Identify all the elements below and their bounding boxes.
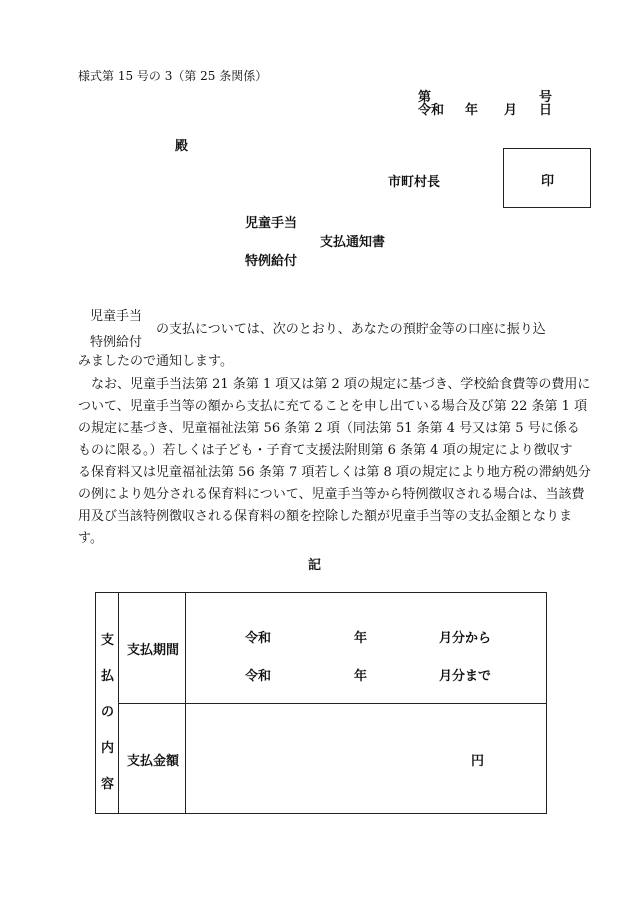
payment-amount-label: 支払金額 — [127, 754, 180, 769]
date-year-label: 年 — [465, 103, 479, 118]
paragraph-line: の例により処分される保育料について、児童手当等から特例徴収される場合は、当該費 — [78, 487, 585, 502]
opening-continuation: みましたので通知します。 — [78, 354, 233, 369]
side-label-char: 容 — [101, 777, 115, 792]
paragraph-line: 用及び当該特例徴収される保育料の額を控除した額が児童手当等の支払金額となりま — [78, 509, 573, 524]
period-to-suffix: 月分まで — [439, 669, 492, 684]
period-from-era: 令和 — [245, 631, 272, 646]
period-to-year-label: 年 — [354, 669, 368, 684]
period-from-suffix: 月分から — [439, 631, 492, 646]
yen-unit: 円 — [471, 754, 485, 769]
title-line-payment-notice: 支払通知書 — [320, 235, 386, 250]
paragraph-line: ついて、児童手当等の額から支払に充てることを申し出ている場合及び第 22 条第 1 項 — [78, 399, 588, 414]
side-label-char: 内 — [101, 741, 115, 756]
date-month-label: 月 — [504, 103, 518, 118]
paragraph-line: なお、児童手当法第 21 条第 1 項又は第 2 項の規定に基づき、学校給食費等の費用に — [78, 377, 591, 392]
seal-mark: 印 — [541, 174, 555, 189]
paragraph-line: ものに限る。）若しくは子ども・子育て支援法附則第 6 条第 4 項の規定により徴収す — [78, 443, 573, 458]
payment-period-label: 支払期間 — [127, 643, 180, 658]
opening-child-allowance: 児童手当 — [90, 309, 143, 324]
table-divider — [118, 703, 546, 704]
number-prefix: 第 — [418, 90, 432, 105]
opening-text: の支払については、次のとおり、あなたの預貯金等の口座に振り込 — [156, 322, 546, 337]
paragraph-line: る保育料又は児童福祉法第 56 条第 7 項若しくは第 8 項の規定により地方税の滞納処分 — [78, 465, 591, 480]
date-day-label: 日 — [539, 103, 553, 118]
issuer-title: 市町村長 — [388, 175, 441, 190]
payment-details-table — [95, 592, 547, 814]
form-number: 様式第 15 号の 3（第 25 条関係） — [78, 69, 268, 83]
side-label-char: 払 — [101, 669, 115, 684]
opening-special-benefit: 特例給付 — [90, 335, 143, 350]
side-label-char: 支 — [101, 633, 115, 648]
number-suffix: 号 — [539, 90, 553, 105]
paragraph-line: の規定に基づき、児童福祉法第 56 条第 2 項（同法第 51 条第 4 号又は第 5 号に係る — [78, 421, 580, 436]
title-line-child-allowance: 児童手当 — [245, 216, 298, 231]
date-era: 令和 — [418, 103, 445, 118]
addressee-honorific: 殿 — [175, 139, 189, 154]
ki-heading: 記 — [308, 558, 322, 573]
title-line-special-benefit: 特例給付 — [245, 254, 298, 269]
side-label-char: の — [101, 705, 115, 720]
period-to-era: 令和 — [245, 669, 272, 684]
period-from-year-label: 年 — [354, 631, 368, 646]
paragraph-line: す。 — [78, 531, 103, 546]
